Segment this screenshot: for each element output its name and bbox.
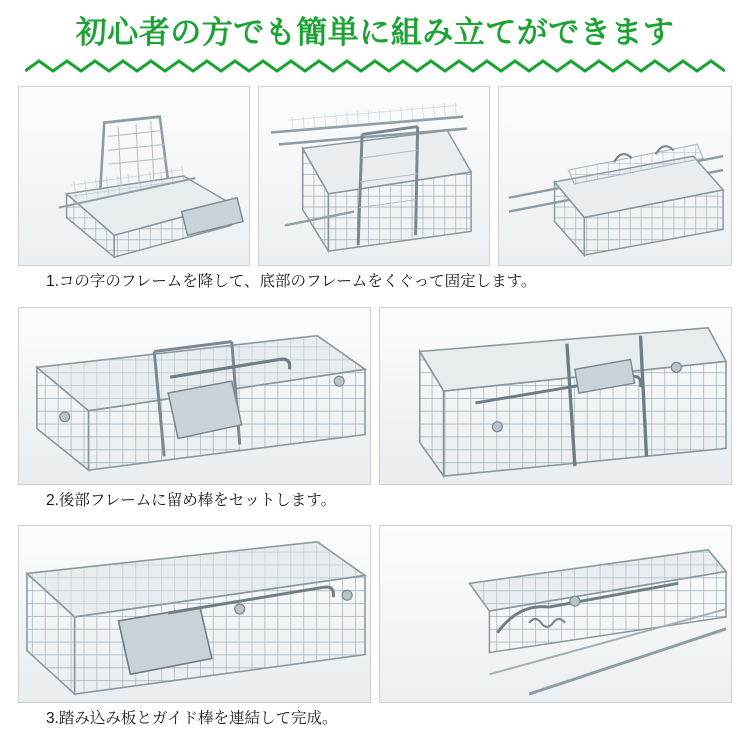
- step-2-caption: 2.後部フレームに留め棒をセットします。: [46, 491, 337, 509]
- step-1-photo-row: [18, 86, 732, 266]
- step-3-photo-row: [18, 525, 732, 703]
- photo-step1-view3: [498, 86, 732, 266]
- step-2-block: [18, 307, 732, 518]
- step-2-photo-row: [18, 307, 732, 485]
- cage-illustration: [19, 526, 370, 702]
- step-3-caption: 3.踏み込み板とガイド棒を連結して完成。: [46, 710, 338, 728]
- cage-illustration: [259, 87, 489, 265]
- header: [0, 0, 750, 78]
- photo-step2-view2: [379, 307, 732, 485]
- photo-step2-view1: [18, 307, 371, 485]
- photo-step3-view2: [379, 525, 732, 703]
- cage-illustration: [499, 87, 731, 265]
- zigzag-divider-icon: [25, 58, 725, 74]
- photo-step1-view2: [258, 86, 490, 266]
- step-1-block: [18, 86, 732, 299]
- step-3-block: [18, 525, 732, 736]
- cage-illustration: [380, 526, 731, 702]
- cage-illustration: [19, 308, 370, 484]
- step-1-caption: 1.コの字のフレームを降して、底部のフレームをくぐって固定します。: [46, 273, 537, 291]
- cage-illustration: [380, 308, 731, 484]
- page-title: 初心者の方でも簡単に組み立てができます: [75, 15, 675, 50]
- photo-step3-view1: [18, 525, 371, 703]
- cage-illustration: [19, 87, 249, 265]
- photo-step1-view1: [18, 86, 250, 266]
